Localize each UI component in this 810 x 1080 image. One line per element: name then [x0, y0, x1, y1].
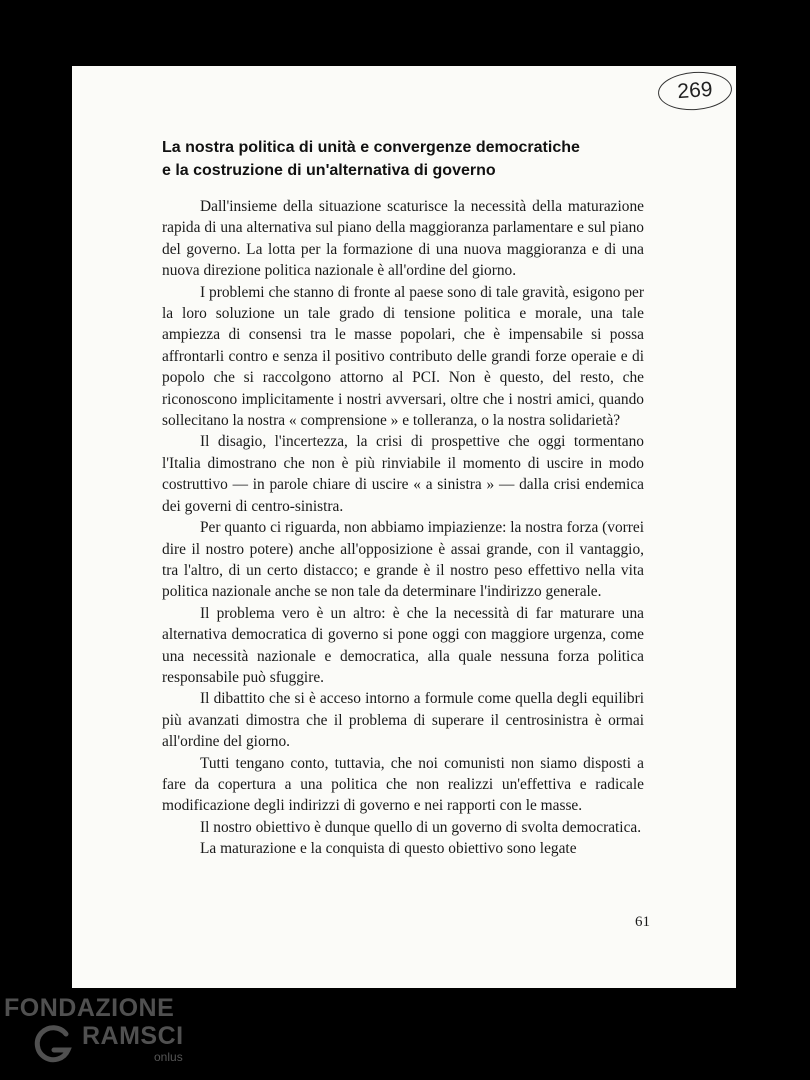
document-page [72, 66, 736, 988]
paragraph: Il dibattito che si è acceso intorno a formule come quella degli equilibri più avanzati dimostra che il problema di superare il centrosinistra è ormai all'ordine del giorno. [162, 690, 644, 751]
paragraph: Per quanto ci riguarda, non abbiamo impiazienze: la nostra forza (vorrei dire il nostro potere) anche all'opposizione è assai grande, con il vantaggio, tra l'altro, di un certo distacco; e grande è il nostro peso effettivo nella vita politica nazionale anche se non tale da determinare l'indirizzo generale. [162, 519, 645, 601]
paragraph: Tutti tengano conto, tuttavia, che noi comunisti non siamo disposti a fare da copertura a una politica che non realizzi un'effettiva e radicale modificazione degli indirizzi di governo e nei rapporti con le masse. [162, 754, 644, 815]
paragraph: Il problema vero è un altro: è che la necessità di far maturare una alternativa democratica di governo si pone oggi con maggiore urgenza, come una necessità nazionale e democratica, alla quale nessuna forza politica responsabile può sfuggire. [162, 604, 644, 686]
body-text [162, 196, 644, 860]
watermark-line-3: onlus [154, 1050, 183, 1064]
handwritten-folio-number: 269 [657, 69, 733, 112]
fondazione-gramsci-watermark [4, 994, 204, 1074]
section-heading [162, 136, 662, 182]
paragraph: Dall'insieme della situazione scaturisce la necessità della maturazione rapida di una alternativa sul piano della maggioranza parlamentare e sul piano del governo. La lotta per la formazione di una nuova maggioranza e di una nuova direzione politica nazionale è all'ordine del giorno. [162, 198, 644, 280]
paragraph: Il nostro obiettivo è dunque quello di un governo di svolta democratica. [200, 818, 642, 836]
paragraph: I problemi che stanno di fronte al paese sono di tale gravità, esigono per la loro soluzione un tale grado di tensione politica e morale, una tale ampiezza di consensi tra le masse popolari, che è impensabile si possa affrontarli contro e senza il positivo contributo delle grandi forze operaie e di popolo che si raccolgono attorno al PCI. Non è questo, del resto, che riconoscono implicitamente i nostri avversari, oltre che i nostri amici, quando sollecitano la nostra « comprensione » e tolleranza, o la nostra solidarietà? [162, 283, 644, 430]
gramsci-g-logo-icon [32, 1024, 74, 1066]
heading-line-1: La nostra politica di unità e convergenze democratiche [162, 139, 580, 156]
paragraph: Il disagio, l'incertezza, la crisi di prospettive che oggi tormentano l'Italia dimostrano che non è più rinviabile il momento di uscire in modo costruttivo — in parole chiare di uscire « a sinistra » — dalla crisi endemica dei governi di centro-sinistra. [162, 433, 644, 515]
watermark-line-2: RAMSCI [82, 1022, 184, 1050]
watermark-line-1: FONDAZIONE [4, 994, 175, 1022]
heading-line-2: e la costruzione di un'alternativa di governo [162, 162, 496, 179]
page-number: 61 [635, 914, 650, 930]
paragraph: La maturazione e la conquista di questo obiettivo sono legate [200, 840, 577, 858]
